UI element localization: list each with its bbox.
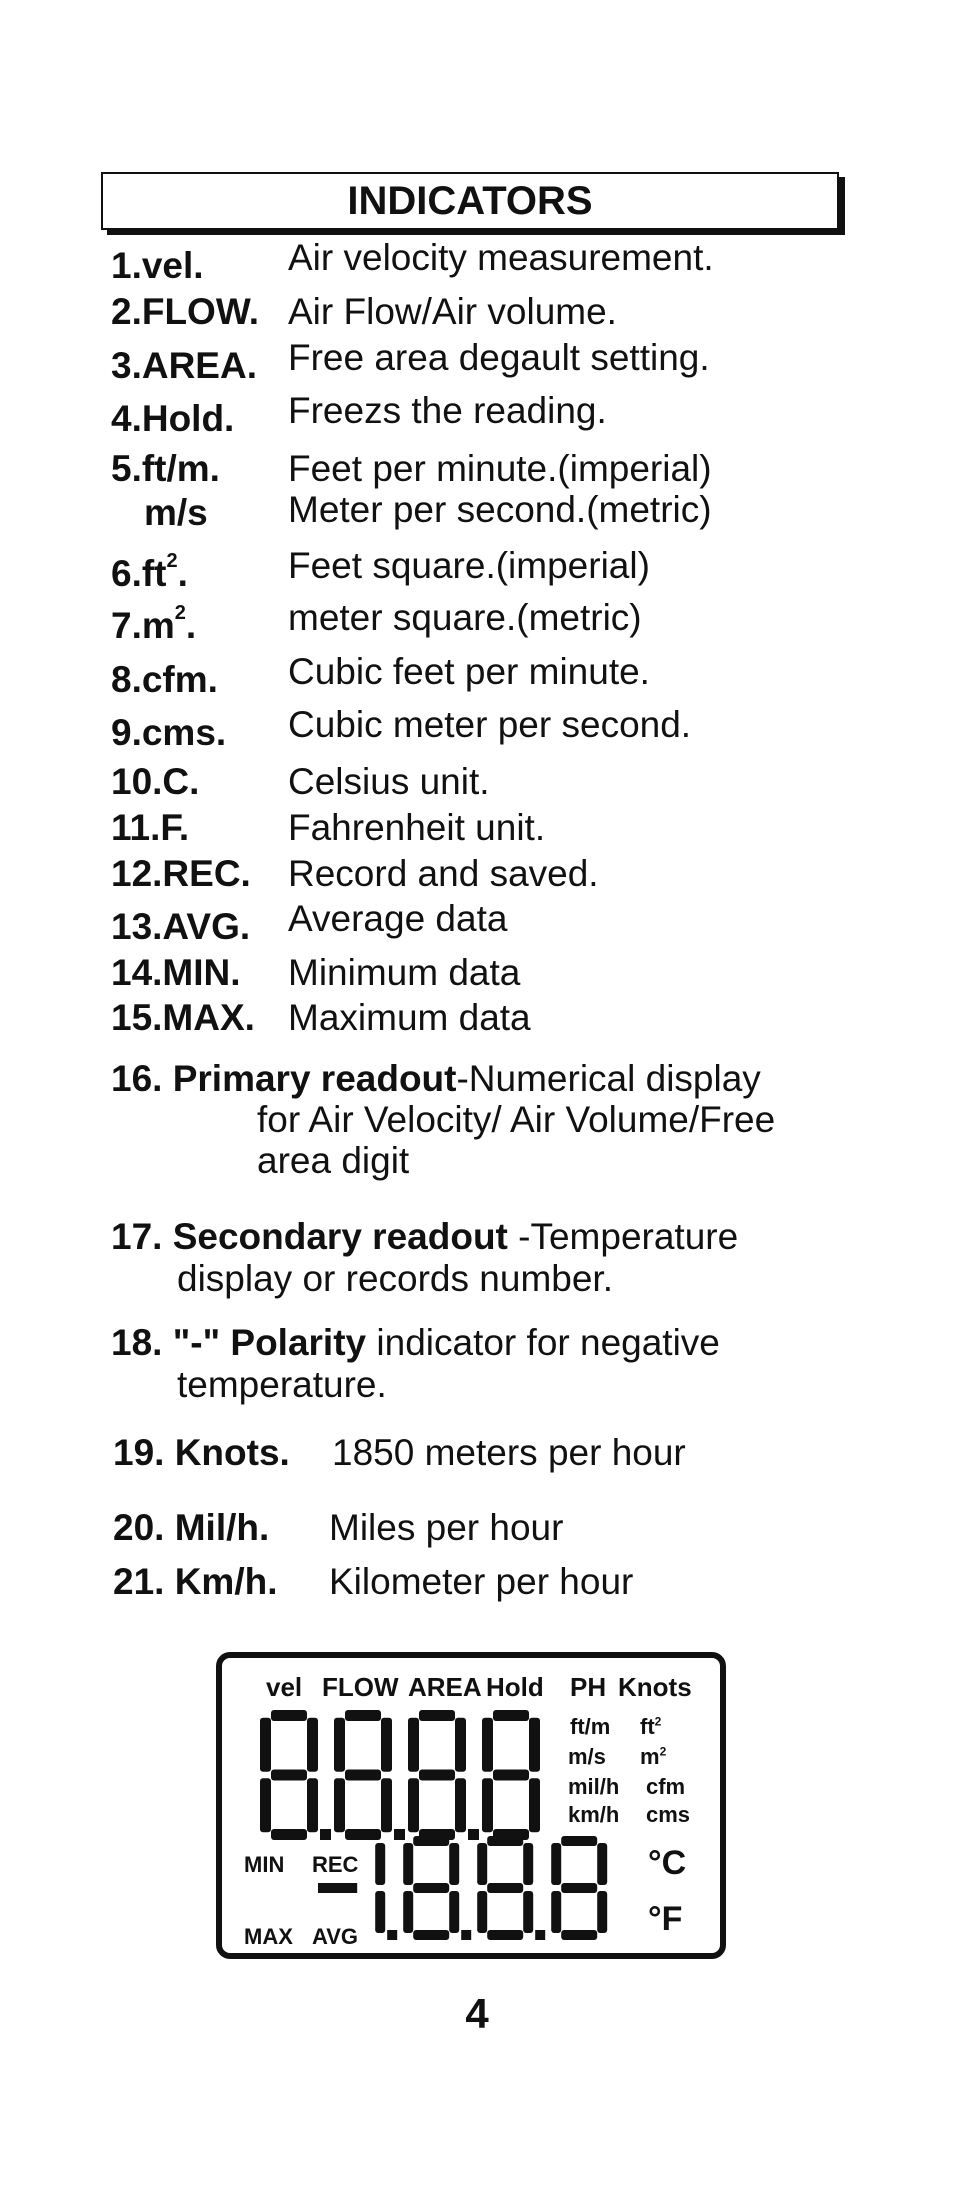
lcd-unit-cms: cms [646, 1802, 691, 1827]
primary-readout-line3: area digit [257, 1140, 410, 1181]
indicator-desc: Minimum data [288, 952, 521, 993]
secondary-readout-digits [318, 1836, 638, 1956]
indicator-term: 9.cms. [111, 712, 227, 753]
lcd-segment [271, 1829, 307, 1840]
lcd-segment [551, 1843, 561, 1885]
lcd-segment [477, 1891, 487, 1933]
indicator-desc: Kilometer per hour [329, 1561, 634, 1602]
indicator-desc: Feet square.(imperial) [288, 545, 650, 586]
lcd-segment [493, 1770, 529, 1781]
indicator-desc: Record and saved. [288, 853, 599, 894]
lcd-unit-fahrenheit: °F [648, 1900, 683, 1938]
lcd-unit-celsius: °C [648, 1844, 687, 1882]
indicator-term: 12.REC. [111, 853, 251, 894]
indicator-term: 14.MIN. [111, 952, 241, 993]
indicator-term: 13.AVG. [111, 906, 251, 947]
lcd-segment [375, 1843, 385, 1885]
lcd-segment [271, 1770, 307, 1781]
primary-readout-desc: 16. Primary readout-Numerical display [111, 1058, 761, 1099]
indicator-desc: Meter per second.(metric) [288, 489, 712, 530]
lcd-segment [307, 1778, 318, 1832]
lcd-segment [455, 1778, 466, 1832]
lcd-segment [597, 1843, 607, 1885]
lcd-label-min: MIN [244, 1852, 285, 1877]
lcd-segment [403, 1891, 413, 1933]
lcd-segment [408, 1778, 419, 1832]
indicator-desc: Fahrenheit unit. [288, 807, 546, 848]
lcd-label-avg: AVG [312, 1924, 359, 1949]
secondary-readout-line2: display or records number. [177, 1258, 613, 1299]
lcd-segment [487, 1836, 523, 1846]
indicator-term: 4.Hold. [111, 398, 235, 439]
lcd-label-flow: FLOW [322, 1672, 399, 1702]
decimal-point [387, 1930, 397, 1940]
lcd-segment [413, 1930, 449, 1940]
lcd-segment [260, 1718, 271, 1772]
lcd-segment [482, 1778, 493, 1832]
lcd-segment [529, 1778, 540, 1832]
lcd-segment [260, 1778, 271, 1832]
lcd-label-max: MAX [244, 1924, 293, 1949]
lcd-segment [449, 1843, 459, 1885]
indicator-desc: Freezs the reading. [288, 390, 607, 431]
indicator-term: 5.ft/m. [111, 448, 220, 489]
lcd-segment [375, 1891, 385, 1933]
indicator-desc: Air Flow/Air volume. [288, 291, 617, 332]
lcd-segment [529, 1718, 540, 1772]
lcd-segment [413, 1883, 449, 1893]
indicator-desc: Free area degault setting. [288, 337, 710, 378]
lcd-segment [307, 1718, 318, 1772]
lcd-unit-cfm: cfm [646, 1774, 686, 1799]
lcd-segment [561, 1930, 597, 1940]
lcd-segment [413, 1836, 449, 1846]
indicator-desc: Cubic meter per second. [288, 704, 692, 745]
indicator-desc: Air velocity measurement. [288, 237, 714, 278]
lcd-label-hold: Hold [486, 1672, 544, 1702]
lcd-unit-m2: $m^2$ [640, 1744, 667, 1769]
indicator-term: 8.cfm. [111, 659, 218, 700]
primary-readout-digits [260, 1710, 560, 1850]
lcd-segment [561, 1883, 597, 1893]
lcd-label-ph: PH [570, 1672, 607, 1702]
lcd-unit-ms: m/s [568, 1744, 606, 1769]
polarity-desc: 18. "-" Polarity indicator for negative [111, 1322, 720, 1363]
decimal-point [461, 1930, 471, 1940]
lcd-segment [381, 1778, 392, 1832]
indicator-term: m/s [144, 492, 208, 533]
lcd-segment [523, 1843, 533, 1885]
indicator-desc: Feet per minute.(imperial) [288, 448, 712, 489]
indicator-term: 1.vel. [111, 245, 204, 286]
lcd-segment [334, 1778, 345, 1832]
lcd-segment [487, 1930, 523, 1940]
indicator-term: 19. Knots. [113, 1432, 290, 1473]
lcd-segment [381, 1718, 392, 1772]
lcd-segment [449, 1891, 459, 1933]
indicator-desc: Celsius unit. [288, 761, 490, 802]
primary-readout-line2: for Air Velocity/ Air Volume/Free [257, 1099, 776, 1140]
lcd-segment [345, 1770, 381, 1781]
lcd-unit-kmh: km/h [568, 1802, 620, 1827]
lcd-segment [487, 1883, 523, 1893]
secondary-readout-desc: 17. Secondary readout -Temperature [111, 1216, 739, 1257]
lcd-label-rec: REC [312, 1852, 359, 1877]
lcd-segment [523, 1891, 533, 1933]
lcd-segment [482, 1718, 493, 1772]
indicator-desc: Miles per hour [329, 1507, 564, 1548]
polarity-line2: temperature. [177, 1364, 387, 1405]
indicator-desc: Average data [288, 898, 508, 939]
decimal-point [535, 1930, 545, 1940]
lcd-unit-ftm: ft/m [570, 1714, 611, 1739]
lcd-segment [551, 1891, 561, 1933]
indicator-desc: Cubic feet per minute. [288, 651, 650, 692]
indicator-term: $7.m^2$. [111, 601, 197, 646]
lcd-unit-milh: mil/h [568, 1774, 620, 1799]
indicator-term: 15.MAX. [111, 997, 255, 1038]
lcd-segment [455, 1718, 466, 1772]
lcd-segment [345, 1710, 381, 1721]
indicator-desc: 1850 meters per hour [332, 1432, 686, 1473]
lcd-segment [561, 1836, 597, 1846]
polarity-minus [318, 1883, 357, 1893]
lcd-segment [408, 1718, 419, 1772]
indicator-term: 10.C. [111, 761, 200, 802]
lcd-unit-ft2: $ft^2$ [640, 1714, 662, 1739]
lcd-segment [271, 1710, 307, 1721]
lcd-segment [334, 1718, 345, 1772]
indicator-desc: meter square.(metric) [288, 597, 642, 638]
indicator-term: 3.AREA. [111, 345, 257, 386]
lcd-label-area: AREA [408, 1672, 482, 1702]
lcd-label-knots: Knots [618, 1672, 692, 1702]
page-number: 4 [465, 1990, 489, 2037]
indicator-desc: Maximum data [288, 997, 531, 1038]
lcd-segment [597, 1891, 607, 1933]
lcd-segment [419, 1770, 455, 1781]
section-title: INDICATORS [347, 179, 593, 223]
section-title-box [101, 172, 839, 230]
lcd-segment [403, 1843, 413, 1885]
lcd-segment [493, 1710, 529, 1721]
indicator-term: 2.FLOW. [111, 291, 259, 332]
indicator-term: 21. Km/h. [113, 1561, 278, 1602]
lcd-label-vel: vel [266, 1672, 303, 1702]
lcd-segment [419, 1710, 455, 1721]
indicator-term: 20. Mil/h. [113, 1507, 270, 1548]
lcd-segment [477, 1843, 487, 1885]
lcd-display-diagram [216, 1652, 726, 1959]
indicator-term: $6.ft^2$. [111, 549, 188, 594]
indicator-term: 11.F. [111, 807, 190, 848]
